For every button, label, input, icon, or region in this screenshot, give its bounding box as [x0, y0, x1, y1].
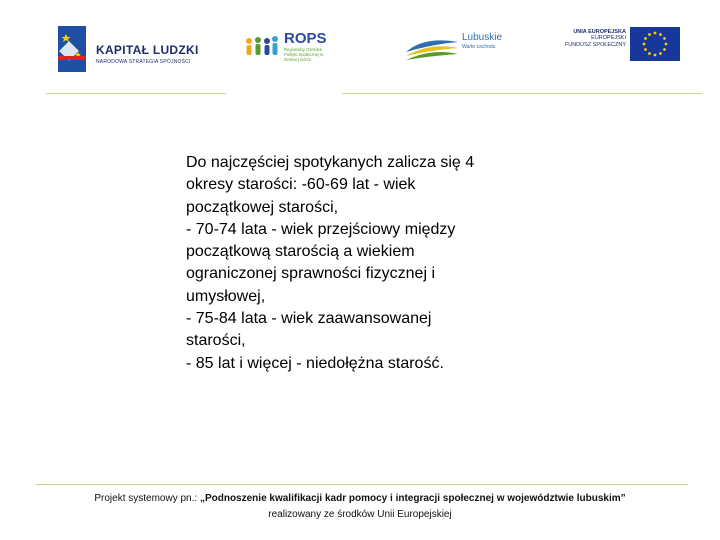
footer-line1 [0, 491, 720, 507]
eu-star [663, 37, 666, 40]
rops-title: ROPS [284, 30, 327, 47]
eu-line2: EUROPEJSKI [591, 35, 626, 41]
eu-line1: UNIA EUROPEJSKA [573, 29, 626, 35]
kapital-ludzki-title: KAPITAŁ LUDZKI [96, 43, 199, 57]
main-text: Do najczęściej spotykanych zalicza się 4 okresy starości: -60-69 lat - wiek początkowej starości, - 70-74 lata - wiek przejściowy między początkową starością a wiekiem ograniczonej sprawności fizycznej i umysłowej, - 75-84 lata - wiek zaawansowanej starości, - 85 lat i więcej - niedołężna starość. [186, 154, 475, 372]
kapital-ludzki-stars-icon [58, 26, 88, 72]
footer-project-name: „Podnoszenie kwalifikacji kadr pomocy i integracji społecznej w województwie lubuskim” [199, 493, 626, 504]
eu-star [643, 43, 646, 46]
footer-line2: realizowany ze środków Unii Europejskiej [268, 509, 452, 520]
eu-star [654, 54, 657, 57]
eu-star [644, 48, 647, 51]
lubuskie-title: Lubuskie [462, 32, 503, 43]
eu-star [644, 37, 647, 40]
eu-star [654, 32, 657, 35]
kapital-ludzki-subtitle: NARODOWA STRATEGIA SPÓJNOŚCI [96, 59, 191, 65]
lubuskie-logo [404, 30, 514, 64]
header-divider-left [46, 93, 226, 94]
eu-stars-icon [630, 27, 680, 61]
footer-divider [36, 484, 688, 485]
eu-star [663, 48, 666, 51]
eu-star [648, 33, 651, 36]
eu-star [659, 33, 662, 36]
eu-line3: FUNDUSZ SPOŁECZNY [564, 42, 626, 48]
eu-star [659, 52, 662, 55]
header-divider-right [342, 93, 702, 94]
eu-star [648, 52, 651, 55]
footer [0, 491, 720, 523]
lubuskie-landscape-icon [404, 34, 460, 62]
rops-subtitle: Regionalny Ośrodek Polityki Społecznej w Zielonej Górze [284, 47, 324, 62]
eu-star [665, 43, 668, 46]
rops-logo [244, 28, 334, 68]
kapital-ludzki-logo [58, 26, 198, 74]
footer-prefix: Projekt systemowy pn.: [94, 493, 200, 504]
eu-flag-icon [630, 27, 680, 61]
rops-people-icon [244, 36, 280, 58]
lubuskie-subtitle: Warte zachodu [462, 44, 496, 50]
eu-logo [560, 27, 682, 63]
